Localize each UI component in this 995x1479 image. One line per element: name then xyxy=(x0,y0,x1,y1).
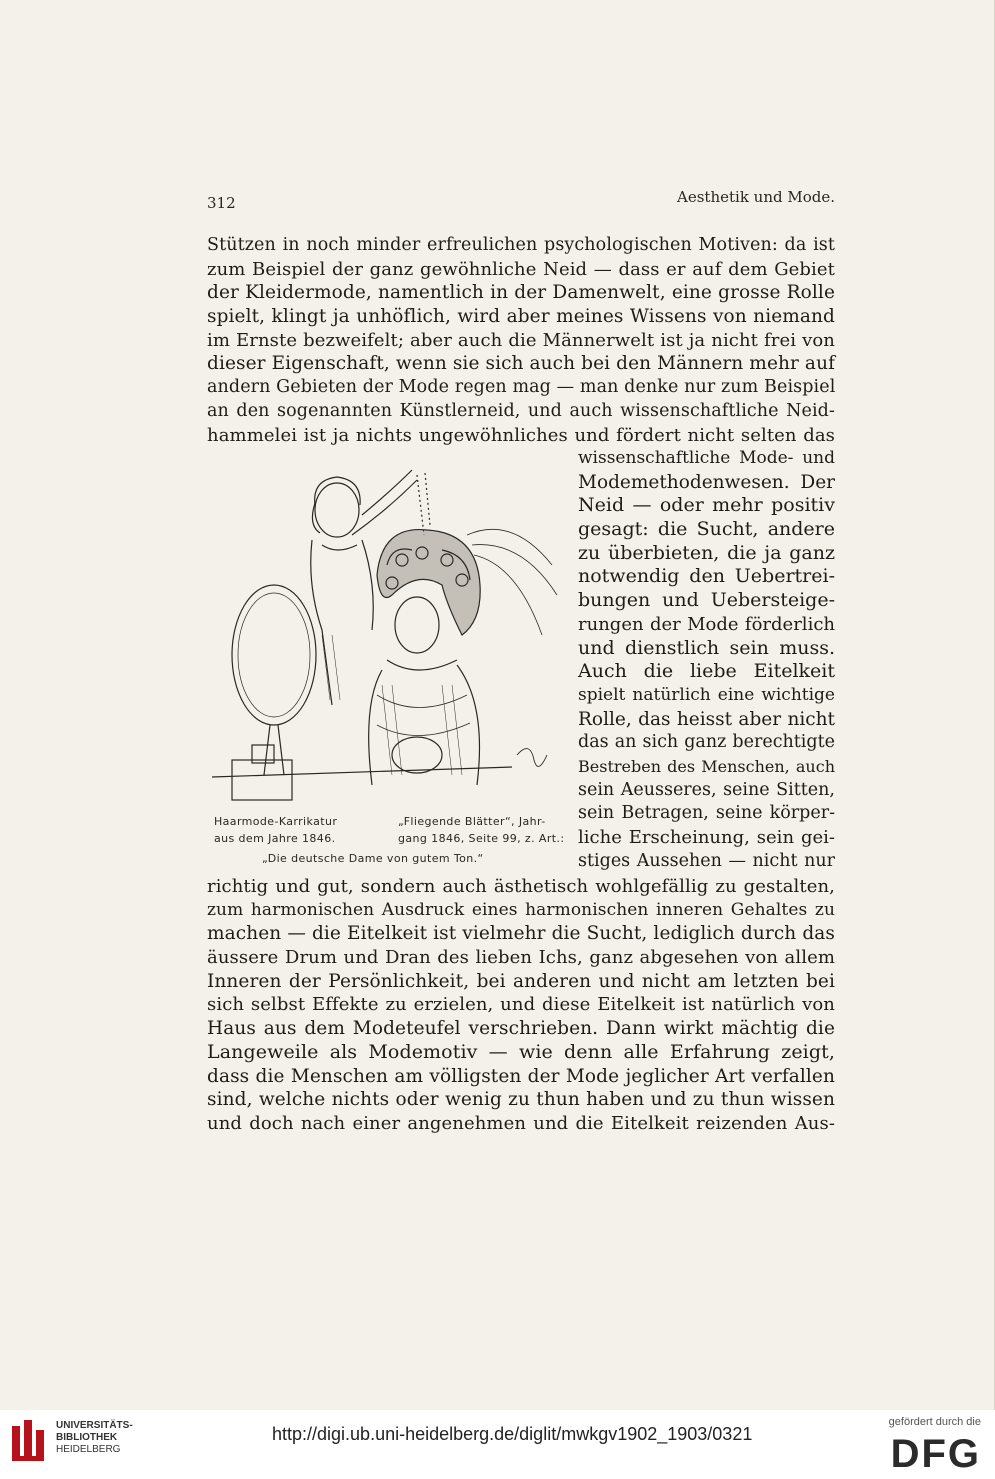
text-line: sind, welche nichts oder wenig zu thun haben und zu thun wissen xyxy=(207,1089,835,1111)
figure-caption-bottom: „Die deutsche Dame von gutem Ton.“ xyxy=(262,852,484,865)
text-line: dieser Eigenschaft, wenn sie sich auch bei den Männern mehr auf xyxy=(207,353,836,375)
body-text-bottom xyxy=(207,875,835,1136)
text-line: spielt natürlich eine wichtige xyxy=(578,684,835,705)
text-line: Haus aus dem Modeteufel verschrieben. Dann wirkt mächtig die xyxy=(207,1018,835,1040)
caption-line: „Fliegende Blätter“, Jahr- xyxy=(398,815,546,828)
text-line: zum Beispiel der ganz gewöhnliche Neid — dass er auf dem Gebiet xyxy=(207,258,835,280)
text-line: zum harmonischen Ausdruck eines harmonischen inneren Gehaltes zu xyxy=(207,899,835,920)
running-title: Aesthetik und Mode. xyxy=(677,188,835,206)
text-line: liche Erscheinung, sein gei- xyxy=(578,827,835,848)
figure-caption-right xyxy=(398,813,570,847)
text-line: sein Betragen, seine körper- xyxy=(578,803,835,824)
caption-line: gang 1846, Seite 99, z. Art.: xyxy=(398,832,565,845)
text-line: und doch nach einer angenehmen und die Eitelkeit reizenden Aus- xyxy=(207,1112,835,1134)
engraving-drawing xyxy=(212,455,567,810)
text-line: bungen und Uebersteige- xyxy=(578,589,835,612)
library-name-line: BIBLIOTHEK xyxy=(56,1432,118,1443)
text-line: gesagt: die Sucht, andere xyxy=(578,518,835,541)
university-library-name xyxy=(56,1420,133,1456)
text-line: Rolle, das heisst aber nicht xyxy=(578,708,835,730)
text-line: der Kleidermode, namentlich in der Damenwelt, eine grosse Rolle xyxy=(207,282,835,304)
caption-line: Haarmode-Karrikatur xyxy=(214,815,338,828)
text-line: Inneren der Persönlichkeit, bei anderen und nicht am letzten bei xyxy=(207,970,835,992)
text-line: dass die Menschen am völligsten der Mode jeglicher Art verfallen xyxy=(207,1065,835,1087)
page-header xyxy=(207,188,835,214)
text-line: Bestreben des Menschen, auch xyxy=(578,756,835,776)
text-line: Stützen in noch minder erfreulichen psychologischen Motiven: da ist xyxy=(207,235,835,255)
text-line: wissenschaftliche Mode- und xyxy=(578,448,835,468)
page-number: 312 xyxy=(207,194,236,212)
text-line: Neid — oder mehr positiv xyxy=(578,494,835,517)
text-line: an den sogenannten Künstlerneid, und auch wissenschaftliche Neid- xyxy=(207,400,835,421)
text-line: spielt, klingt ja unhöflich, wird aber meines Wissens von niemand xyxy=(207,306,835,328)
dfg-logo: DFG xyxy=(890,1432,981,1476)
caricature-illustration xyxy=(212,455,567,810)
library-name-line: UNIVERSITÄTS- xyxy=(56,1420,133,1431)
text-line: und dienstlich sein muss. xyxy=(578,636,835,659)
funding-label: gefördert durch die xyxy=(888,1416,981,1428)
text-line: machen — die Eitelkeit ist vielmehr die Sucht, lediglich durch das xyxy=(207,923,835,945)
library-name-line: HEIDELBERG xyxy=(56,1444,121,1455)
text-line: notwendig den Uebertrei- xyxy=(578,565,835,588)
figure-caption-left xyxy=(214,813,374,847)
text-line: äussere Drum und Dran des lieben Ichs, ganz abgesehen von allem xyxy=(207,947,835,969)
text-line: Modemethodenwesen. Der xyxy=(578,471,835,493)
text-line: stiges Aussehen — nicht nur xyxy=(578,850,835,871)
text-line: sich selbst Effekte zu erzielen, und diese Eitelkeit ist natürlich von xyxy=(207,994,835,1016)
text-line: richtig und gut, sondern auch ästhetisch wohlgefällig zu gestalten, xyxy=(207,876,835,897)
text-line: Langeweile als Modemotiv — wie denn alle Erfahrung zeigt, xyxy=(207,1040,835,1063)
text-line: andern Gebieten der Mode regen mag — man denke nur zum Beispiel xyxy=(207,377,836,398)
text-line: hammelei ist ja nichts ungewöhnliches und fördert nicht selten das xyxy=(207,424,835,446)
text-line: sein Aeusseres, seine Sitten, xyxy=(578,779,835,800)
body-text-top xyxy=(207,234,835,447)
text-line: Auch die liebe Eitelkeit xyxy=(578,660,835,683)
text-line: rungen der Mode förderlich xyxy=(578,613,835,635)
caption-line: aus dem Jahre 1846. xyxy=(214,832,336,845)
body-text-right-column xyxy=(578,447,835,873)
text-line: im Ernste bezweifelt; aber auch die Männerwelt ist ja nicht frei von xyxy=(207,329,835,351)
permalink-url[interactable]: http://digi.ub.uni-heidelberg.de/diglit/mwkgv1902_1903/0321 xyxy=(272,1424,753,1444)
text-line: zu überbieten, die ja ganz xyxy=(578,541,835,564)
university-library-logo-icon xyxy=(10,1416,50,1464)
text-line: das an sich ganz berechtigte xyxy=(578,732,835,753)
